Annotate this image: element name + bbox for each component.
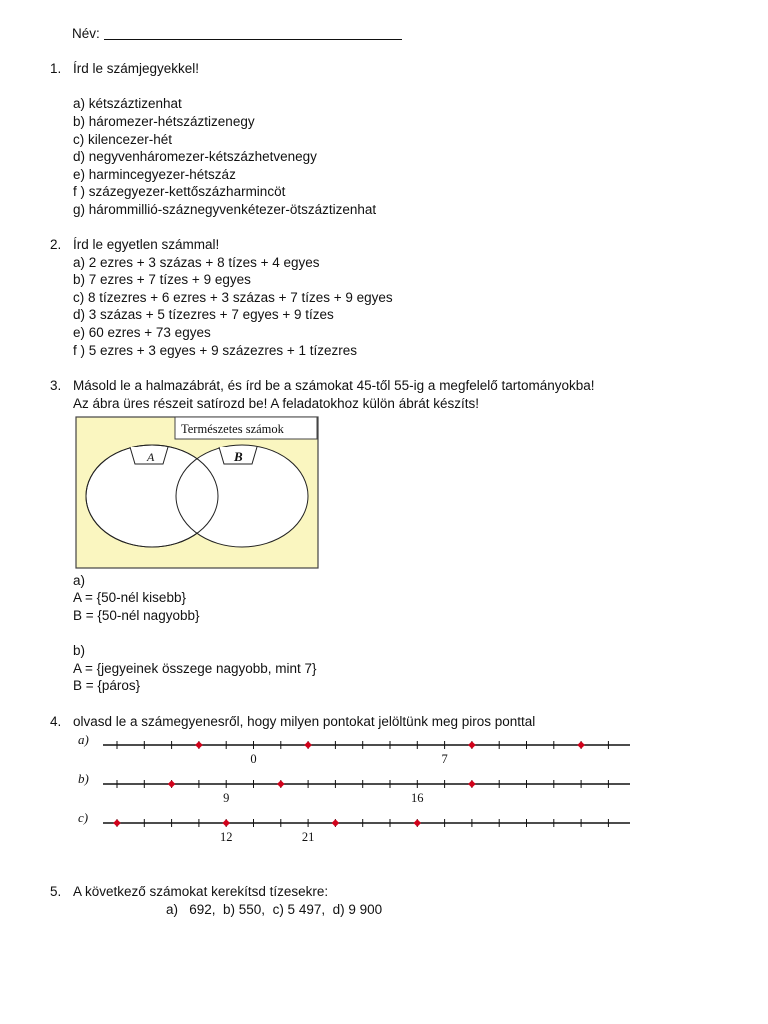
q1-item: e) harmincegyezer-hétszáz bbox=[73, 167, 236, 182]
q4-title: olvasd le a számegyenesről, hogy milyen pontokat jelöltünk meg piros ponttal bbox=[73, 714, 536, 729]
q2-item: e) 60 ezres + 73 egyes bbox=[73, 325, 211, 340]
tick-label: 0 bbox=[250, 752, 257, 763]
q1-number: 1. bbox=[50, 61, 62, 76]
q5-values: a) 692, b) 550, c) 5 497, d) 9 900 bbox=[166, 902, 383, 917]
venn-diagram bbox=[75, 416, 319, 569]
q1-item: d) negyvenháromezer-kétszázhetvenegy bbox=[73, 149, 317, 164]
q1-item: c) kilencezer-hét bbox=[73, 132, 173, 147]
number-line-label: b) bbox=[78, 772, 89, 786]
q1-item: f ) százegyezer-kettőszázharmincöt bbox=[73, 184, 286, 199]
red-point bbox=[468, 741, 476, 749]
q3-b-set-a: A = {jegyeinek összege nagyobb, mint 7} bbox=[73, 661, 317, 676]
q2-number: 2. bbox=[50, 237, 62, 252]
tick-label: 16 bbox=[411, 791, 424, 802]
tick-label: 7 bbox=[441, 752, 448, 763]
q5-number: 5. bbox=[50, 884, 62, 899]
q3-a-set-b: B = {50-nél nagyobb} bbox=[73, 608, 200, 623]
red-point bbox=[577, 741, 585, 749]
q3-line1: Másold le a halmazábrát, és írd be a számokat 45-től 55-ig a megfelelő tartományokba! bbox=[73, 378, 595, 393]
number-line-label: c) bbox=[78, 811, 89, 825]
number-line-c bbox=[70, 811, 630, 841]
q4-number: 4. bbox=[50, 714, 62, 729]
q2-title: Írd le egyetlen számmal! bbox=[73, 237, 220, 252]
number-line-a bbox=[70, 733, 630, 763]
q2-item: a) 2 ezres + 3 százas + 8 tízes + 4 egyes bbox=[73, 255, 320, 270]
q1-item: b) háromezer-hétszáztizenegy bbox=[73, 114, 255, 129]
red-point bbox=[195, 741, 203, 749]
q2-item: f ) 5 ezres + 3 egyes + 9 százezres + 1 tízezres bbox=[73, 343, 358, 358]
red-point bbox=[222, 819, 230, 827]
red-point bbox=[332, 819, 340, 827]
q1-item: a) kétszáztizenhat bbox=[73, 96, 182, 111]
q2-item: b) 7 ezres + 7 tízes + 9 egyes bbox=[73, 272, 251, 287]
q3-b-label: b) bbox=[73, 643, 86, 658]
q3-line2: Az ábra üres részeit satírozd be! A feladatokhoz külön ábrát készíts! bbox=[73, 396, 479, 411]
name-label: Név: bbox=[72, 26, 100, 41]
tick-label: 9 bbox=[223, 791, 230, 802]
q3-b-set-b: B = {páros} bbox=[73, 678, 141, 693]
red-point bbox=[414, 819, 422, 827]
tick-label: 21 bbox=[301, 830, 315, 841]
number-line-label: a) bbox=[78, 733, 89, 747]
q1-item: g) hárommillió-száznegyvenkétezer-ötszáztizenhat bbox=[73, 202, 377, 217]
q3-a-set-a: A = {50-nél kisebb} bbox=[73, 590, 186, 605]
q3-number: 3. bbox=[50, 378, 62, 393]
q2-item: c) 8 tízezres + 6 ezres + 3 százas + 7 tízes + 9 egyes bbox=[73, 290, 393, 305]
red-point bbox=[168, 780, 176, 788]
venn-b-label: B bbox=[234, 449, 243, 464]
red-point bbox=[304, 741, 312, 749]
q2-item: d) 3 százas + 5 tízezres + 7 egyes + 9 tízes bbox=[73, 307, 334, 322]
venn-a-label: A bbox=[147, 450, 155, 464]
tick-label: 12 bbox=[219, 830, 233, 841]
name-field-line[interactable] bbox=[104, 39, 402, 40]
q1-title: Írd le számjegyekkel! bbox=[73, 61, 200, 76]
red-point bbox=[468, 780, 476, 788]
red-point bbox=[277, 780, 285, 788]
red-point bbox=[113, 819, 121, 827]
number-line-b bbox=[70, 772, 630, 802]
venn-universe-label: Természetes számok bbox=[181, 422, 284, 436]
q5-title: A következő számokat kerekítsd tízesekre: bbox=[73, 884, 329, 899]
q3-a-label: a) bbox=[73, 573, 86, 588]
